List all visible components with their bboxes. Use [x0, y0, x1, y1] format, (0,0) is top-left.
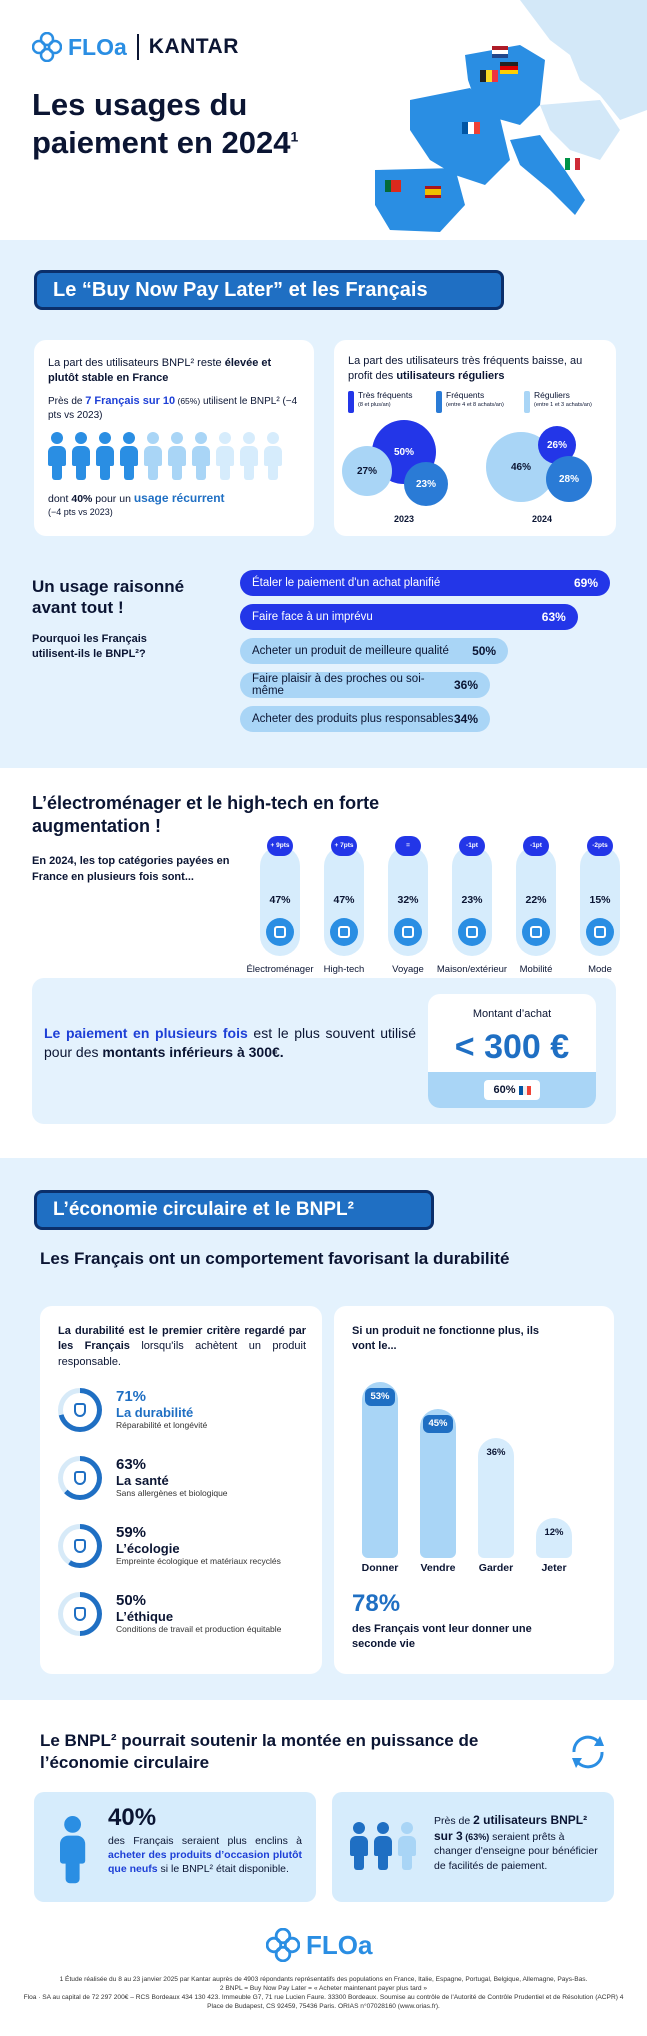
person-icon: [96, 432, 114, 480]
card1-intro: La part des utilisateurs BNPL² reste élevée et plutôt stable en France: [48, 357, 272, 385]
criterion-title: La durabilité: [116, 1405, 194, 1420]
support-left-pct: 40%: [108, 1804, 157, 1831]
reason-bar: [240, 570, 610, 596]
year-2023-label: 2023: [393, 514, 415, 524]
category-pct: 47%: [333, 894, 355, 906]
category-pct: 23%: [461, 894, 483, 906]
amount-box-text: Le paiement en plusieurs fois est le plus souvent utilisé pour des montants inférieurs à 300€.: [44, 1025, 417, 1060]
bubble-2024-reg: 46%: [486, 432, 556, 502]
person-icon: [72, 432, 90, 480]
bnpl-frequency-card: [334, 340, 616, 536]
criterion-title: L’éthique: [116, 1609, 174, 1624]
circular-section: [0, 1158, 647, 1700]
electro-section: [0, 768, 647, 1158]
appliance-icon: [266, 918, 294, 946]
header-section: [0, 0, 647, 240]
flag-fr: [462, 122, 468, 134]
shield-icon: [58, 1388, 102, 1432]
person-icon: [60, 1816, 85, 1883]
action-column: [420, 1409, 456, 1558]
person-icon: [144, 432, 162, 480]
actions-card: [334, 1306, 614, 1674]
category-pct: 15%: [589, 894, 611, 906]
bubbles-2024: [474, 420, 614, 530]
people-trio: [350, 1822, 430, 1872]
category-pill: [260, 842, 300, 956]
bubble-2024-freq: 28%: [546, 456, 592, 502]
bubble-2023-freq: 23%: [404, 462, 448, 506]
person-icon: [398, 1822, 416, 1870]
criterion-pct: 50%: [116, 1592, 147, 1609]
amount-pct-badge: 60%: [484, 1080, 540, 1100]
usage-title: Un usage raisonné avant tout !: [32, 577, 185, 618]
action-label: Jeter: [541, 1562, 567, 1574]
action-label: Vendre: [420, 1562, 456, 1574]
legend-sublabel: (entre 4 et 8 achats/an): [446, 402, 504, 408]
actions-chart: [352, 1376, 602, 1558]
category-change-badge: + 7pts: [331, 836, 357, 856]
legend-label: Fréquents: [446, 390, 485, 400]
category-label: Voyage: [392, 964, 424, 975]
legend-item: [348, 390, 434, 416]
flag-pt: [385, 180, 391, 192]
person-icon: [192, 432, 210, 480]
bnpl-section-title: Le “Buy Now Pay Later” et les Français: [34, 270, 504, 310]
brand-floa: FLOa: [68, 33, 127, 60]
legend-label: Très fréquents: [358, 390, 413, 400]
frequency-legend: [348, 390, 608, 416]
brand-divider: [137, 34, 139, 60]
person-icon: [216, 432, 234, 480]
europe-map: [370, 0, 647, 240]
person-icon: [168, 432, 186, 480]
actions-labels: [352, 1562, 602, 1578]
card1-stat: Près de 7 Français sur 10 (65%) utilisent le BNPL² (−4 pts vs 2023): [48, 395, 298, 422]
criterion-title: La santé: [116, 1473, 169, 1488]
action-pct: 36%: [486, 1447, 506, 1459]
bnpl-users-card: [34, 340, 314, 536]
amount-label: Montant d’achat: [472, 1008, 552, 1020]
category-change-badge: -1pt: [523, 836, 549, 856]
phone-icon: [330, 918, 358, 946]
action-label: Garder: [478, 1562, 514, 1574]
category-label: High-tech: [323, 964, 365, 975]
circular-subtitle: Les Français ont un comportement favorisant la durabilité: [40, 1249, 510, 1268]
reason-pct: 63%: [541, 610, 566, 624]
criterion-pct: 59%: [116, 1524, 147, 1541]
reason-bar: [240, 638, 508, 664]
amount-card: [428, 994, 596, 1108]
second-life-text: des Français vont leur donner une seconde vie: [352, 1623, 532, 1650]
bubble-2024-tres: 26%: [538, 426, 576, 464]
support-section: [0, 1700, 647, 1922]
page-title: Les usages du paiement en 2024$^1$: [32, 87, 299, 160]
criterion-sub: Réparabilité et longévité: [116, 1420, 208, 1430]
reason-label: Faire plaisir à des proches ou soi-même: [252, 673, 425, 697]
floa-logo: [32, 32, 239, 62]
category-pct: 22%: [525, 894, 547, 906]
flag-fr-icon: [519, 1086, 531, 1095]
bubbles-2023: [334, 420, 474, 530]
support-title: Le BNPL² pourrait soutenir la montée en puissance de l’économie circulaire: [40, 1731, 479, 1773]
legend-sublabel: (8 et plus/an): [358, 402, 391, 408]
electro-title: L’électroménager et le high-tech en forte augmentation !: [32, 793, 380, 837]
amount-value: < 300 €: [454, 1028, 570, 1066]
legend-swatch: [524, 391, 530, 413]
person-icon: [350, 1822, 368, 1870]
category-pill: [580, 842, 620, 956]
bike-icon: [522, 918, 550, 946]
category-change-badge: + 9pts: [267, 836, 293, 856]
action-column: [478, 1438, 514, 1558]
support-right-text: Près de 2 utilisateurs BNPL² sur 3 (63%) seraient prêts à changer d'enseigne pour bénéficier de facilités de paiement.: [434, 1813, 598, 1872]
flag-nl: [492, 46, 508, 50]
action-label: Donner: [361, 1562, 399, 1574]
bubble-2023-reg: 27%: [342, 446, 392, 496]
category-pill: [516, 842, 556, 956]
legend-swatch: [436, 391, 442, 413]
reason-bar: [240, 604, 578, 630]
category-pct: 47%: [269, 894, 291, 906]
criterion-pct: 63%: [116, 1456, 147, 1473]
criteria-intro: La durabilité est le premier critère regardé par les Français lorsqu'ils achètent un produit responsable.: [58, 1325, 307, 1368]
reason-bar: [240, 706, 490, 732]
person-icon: [374, 1822, 392, 1870]
circular-section-title: L’économie circulaire et le BNPL²: [34, 1190, 434, 1230]
card1-footer: dont 40% pour un usage récurrent (−4 pts vs 2023): [48, 491, 225, 518]
leaf-icon: [58, 1524, 102, 1568]
amount-box: [32, 978, 616, 1124]
criterion-sub: Sans allergènes et biologique: [116, 1488, 228, 1498]
categories-row: [240, 842, 640, 996]
people-row: [48, 432, 300, 482]
criterion-sub: Empreinte écologique et matériaux recyclés: [116, 1556, 281, 1566]
legend-sublabel: (entre 1 et 3 achats/an): [534, 402, 592, 408]
footer-section: [0, 1922, 647, 2036]
criterion-pct: 71%: [116, 1388, 147, 1405]
criteria-list: [40, 1388, 322, 1668]
reason-pct: 36%: [453, 678, 478, 692]
criteria-card: [40, 1306, 322, 1674]
brand-kantar: KANTAR: [148, 35, 239, 58]
support-left-text: des Français seraient plus enclins à acheter des produits d’occasion plutôt que neufs si le BNPL² était disponible.: [108, 1835, 302, 1876]
usage-question: Pourquoi les Français utilisent-ils le BNPL²?: [32, 633, 147, 661]
reason-label: Faire face à un imprévu: [252, 611, 373, 623]
legend-item: [436, 390, 522, 416]
flag-es: [425, 186, 441, 189]
legend-item: [524, 390, 610, 416]
category-pct: 32%: [397, 894, 419, 906]
people-icon: [58, 1592, 102, 1636]
card2-intro: La part des utilisateurs très fréquents baisse, au profit des utilisateurs réguliers: [348, 355, 583, 382]
reason-pct: 69%: [573, 576, 598, 590]
reason-label: Acheter des produits plus responsables: [252, 713, 454, 725]
reason-label: Acheter un produit de meilleure qualité: [252, 645, 449, 657]
footer-notes: 1 Étude réalisée du 8 au 23 janvier 2025 par Kantar auprès de 4903 répondants représentatifs des populations en France, Italie, Espagne, Portugal, Belgique, Allemagne, Pays-Bas. 2 BNPL = Buy Now Pay Later = « Acheter maintenant payer plus tard » Floa · SA au capital de 72 297 200€ – RCS Bordeaux 434 130 423. Immeuble G7, 71 rue Lucien Faure. 33300 Bordeaux. Soumise au contrôle de l'Autorité de Contrôle Prudentiel et de Résolution (ACPR) 4 Place de Budapest, CS 92459, 75436 Paris. ORIAS n°07028160 (www.orias.fr).: [23, 1976, 624, 2010]
footer-logo: [266, 1928, 372, 1962]
reasons-list: [0, 570, 647, 750]
action-column: [536, 1518, 572, 1558]
criterion-title: L’écologie: [116, 1541, 180, 1556]
reason-pct: 34%: [453, 712, 478, 726]
health-icon: [58, 1456, 102, 1500]
bubble-2023-tres: 50%: [372, 420, 436, 484]
action-pct: 12%: [544, 1527, 564, 1539]
person-icon: [48, 432, 66, 480]
person-icon: [120, 432, 138, 480]
category-pill: [452, 842, 492, 956]
reason-pct: 50%: [472, 644, 497, 658]
actions-intro: Si un produit ne fonctionne plus, ils vont le...: [352, 1325, 539, 1353]
support-left-card: [34, 1792, 316, 1902]
bag-icon: [586, 918, 614, 946]
footer-brand: FLOa: [306, 1929, 373, 1960]
plane-icon: [394, 918, 422, 946]
category-pill: [324, 842, 364, 956]
category-label: Électroménager: [246, 964, 314, 975]
flag-be: [480, 70, 486, 82]
second-life-pct: 78%: [352, 1590, 401, 1617]
legend-swatch: [348, 391, 354, 413]
criterion-sub: Conditions de travail et production équitable: [116, 1624, 282, 1634]
flower-icon: [266, 1928, 300, 1962]
action-column: [362, 1382, 398, 1558]
person-icon: [240, 432, 258, 480]
support-right-card: [332, 1792, 614, 1902]
action-pct: 53%: [365, 1388, 395, 1406]
reason-bar: [240, 672, 490, 698]
refresh-icon: [566, 1730, 610, 1774]
person-icon: [264, 432, 282, 480]
flower-icon: [32, 32, 62, 62]
legend-label: Réguliers: [534, 390, 570, 400]
category-change-badge: =: [395, 836, 421, 856]
category-label: Mobilité: [519, 964, 553, 975]
bnpl-section: [0, 240, 647, 768]
category-pill: [388, 842, 428, 956]
category-change-badge: -2pts: [587, 836, 613, 856]
electro-intro: En 2024, les top catégories payées en France en plusieurs fois sont...: [32, 855, 230, 883]
year-2024-label: 2024: [531, 514, 553, 524]
category-label: Mode: [588, 964, 612, 975]
sofa-icon: [458, 918, 486, 946]
category-change-badge: -1pt: [459, 836, 485, 856]
category-label: Maison/extérieur: [436, 964, 508, 975]
flag-it: [565, 158, 570, 170]
action-pct: 45%: [423, 1415, 453, 1433]
reason-label: Étaler le paiement d'un achat planifié: [252, 577, 441, 589]
